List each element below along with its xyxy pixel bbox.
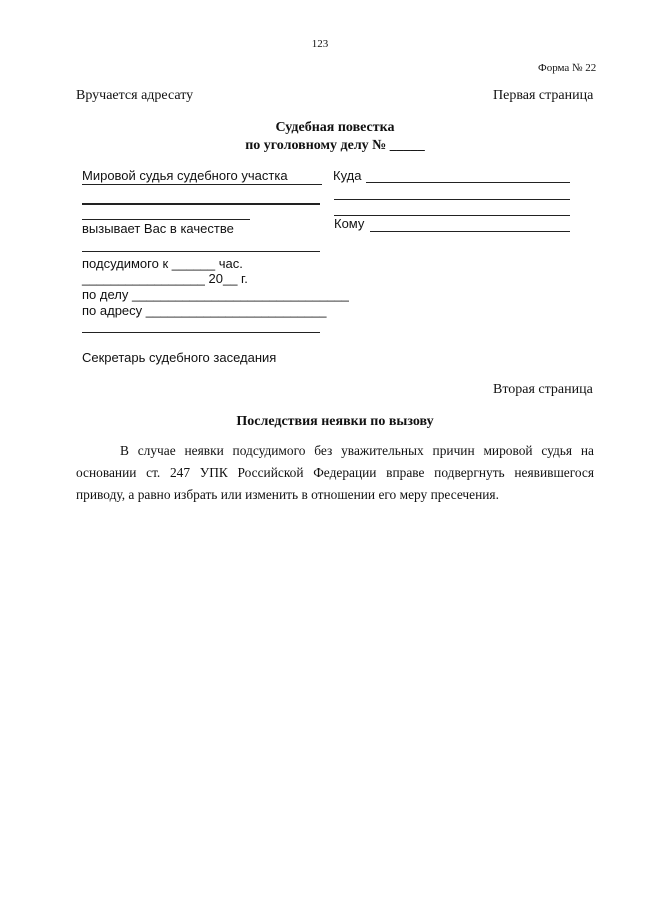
where-line xyxy=(366,182,570,183)
blank-line xyxy=(82,203,320,205)
second-page-label: Вторая страница xyxy=(493,382,593,397)
header-left: Вручается адресату xyxy=(76,88,194,103)
case-field: по делу ______________________________ xyxy=(82,287,349,302)
title-line-2: по уголовному делу № _____ xyxy=(245,138,425,153)
judge-underline xyxy=(82,184,322,185)
date-field: _________________ 20__ г. xyxy=(82,271,248,286)
judge-label: Мировой судья судебного участка xyxy=(82,168,288,183)
whom-line xyxy=(370,231,570,232)
where-label: Куда xyxy=(333,168,362,183)
consequences-paragraph xyxy=(76,440,594,506)
blank-line xyxy=(334,199,570,200)
title-line-1: Судебная повестка xyxy=(275,120,395,135)
blank-line xyxy=(82,332,320,333)
consequences-text: В случае неявки подсудимого без уважительных причин мировой судья на основании ст. 247 УПК Российской Федерации вправе подвергнуть неявившегося приводу, а равно избрать или изменить в отношении его меру пресечения. xyxy=(76,443,594,502)
form-label: Форма № 22 xyxy=(538,62,597,74)
address-field: по адресу _________________________ xyxy=(82,303,327,318)
secretary-label: Секретарь судебного заседания xyxy=(82,350,277,365)
defendant-time-field: подсудимого к ______ час. xyxy=(82,256,243,271)
consequences-heading: Последствия неявки по вызову xyxy=(236,414,434,429)
whom-label: Кому xyxy=(334,216,365,231)
header-right: Первая страница xyxy=(493,88,594,103)
blank-line xyxy=(82,251,320,252)
blank-line xyxy=(82,219,250,220)
page-number: 123 xyxy=(311,38,329,50)
summons-label: вызывает Вас в качестве xyxy=(82,221,234,236)
blank-line xyxy=(334,215,570,216)
